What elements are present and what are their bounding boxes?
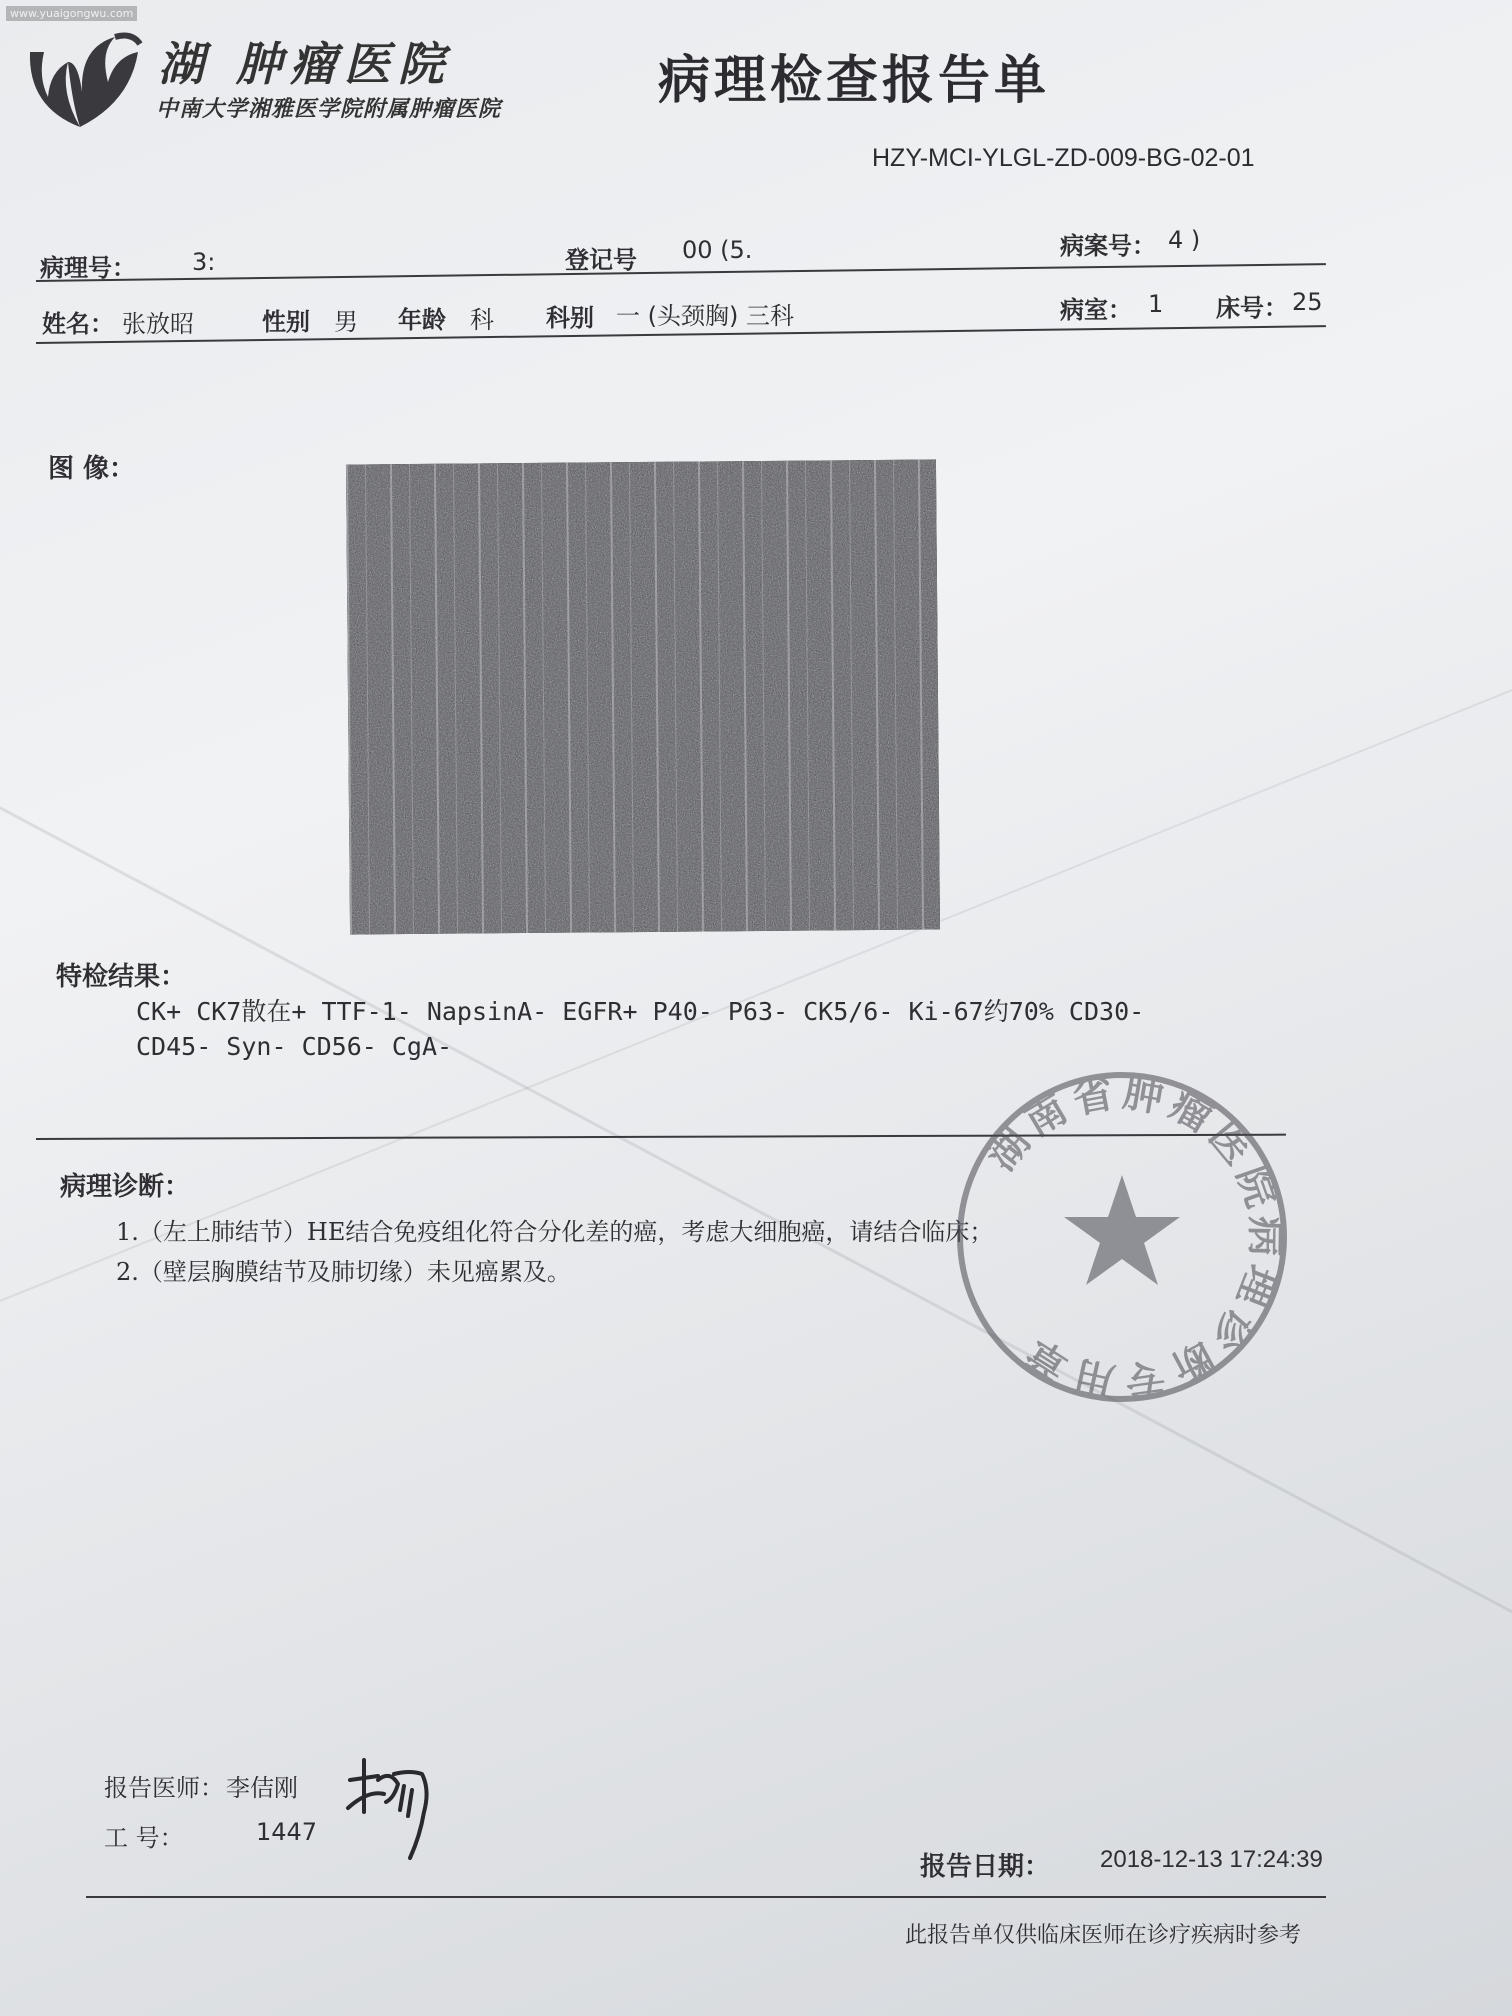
special-tests-label: 特检结果：	[56, 962, 187, 992]
name-label: 姓名：	[42, 310, 114, 338]
dept-label: 科别	[546, 304, 594, 332]
ward-label: 病室：	[1060, 296, 1132, 324]
footer-disclaimer: 此报告单仅供临床医师在诊疗疾病时参考	[905, 1923, 1302, 1948]
doctor-name: 李佶刚	[226, 1774, 298, 1802]
source-watermark: www.yuaigongwu.com	[6, 6, 137, 21]
pathology-no-value: 3:	[192, 248, 216, 276]
diagnosis-item-1: 1.（左上肺结节）HE结合免疫组化符合分化差的癌，考虑大细胞癌，请结合临床；	[116, 1218, 994, 1246]
diagnosis-label: 病理诊断：	[60, 1172, 191, 1202]
bed-value: 25	[1292, 288, 1323, 316]
hospital-logo-icon	[20, 22, 148, 132]
hospital-subtitle: 中南大学湘雅医学院附属肿瘤医院	[156, 96, 502, 122]
doctor-id-label: 工 号：	[104, 1824, 184, 1852]
age-label: 年龄	[398, 306, 446, 334]
ward-value: 1	[1148, 290, 1164, 318]
dept-value: 一 (头颈胸) 三科	[616, 302, 794, 330]
svg-text:湖南省肿瘤医院病理诊断专用章: 湖南省肿瘤医院病理诊断专用章	[977, 1068, 1290, 1406]
doctor-id-value: 1447	[256, 1818, 318, 1846]
gender-label: 性别	[262, 308, 310, 336]
header-divider	[36, 263, 1326, 282]
micrograph-texture-icon	[346, 459, 940, 934]
document-code: HZY-MCI-YLGL-ZD-009-BG-02-01	[872, 144, 1255, 172]
case-no-label: 病案号：	[1060, 232, 1156, 260]
image-section-label: 图 像：	[48, 454, 136, 484]
doctor-signature-icon	[338, 1750, 448, 1862]
gender-value: 男	[334, 308, 358, 336]
report-date-label: 报告日期：	[920, 1852, 1051, 1882]
doctor-label: 报告医师：	[104, 1774, 224, 1802]
hospital-seal-stamp	[950, 1065, 1295, 1410]
pathology-no-label: 病理号：	[40, 254, 136, 282]
hospital-name: 湖 肿瘤医院	[158, 37, 453, 91]
register-no-value: 00 (5.	[682, 236, 753, 264]
case-no-value: 4 )	[1168, 226, 1201, 254]
footer-divider	[86, 1896, 1326, 1898]
special-tests-line-2: CD45- Syn- CD56- CgA-	[136, 1032, 453, 1061]
diagnosis-item-2: 2.（壁层胸膜结节及肺切缘）未见癌累及。	[116, 1258, 571, 1286]
age-value: 科	[470, 306, 494, 334]
report-date-value: 2018-12-13 17:24:39	[1100, 1846, 1323, 1873]
name-value: 张放昭	[122, 310, 194, 338]
pathology-micrograph	[346, 459, 940, 934]
report-title: 病理检查报告单	[658, 51, 1051, 111]
special-tests-line-1: CK+ CK7散在+ TTF-1- NapsinA- EGFR+ P40- P63- CK5/6- Ki-67约70% CD30-	[136, 997, 1145, 1026]
bed-label: 床号：	[1216, 294, 1288, 322]
register-no-label: 登记号	[565, 246, 637, 274]
